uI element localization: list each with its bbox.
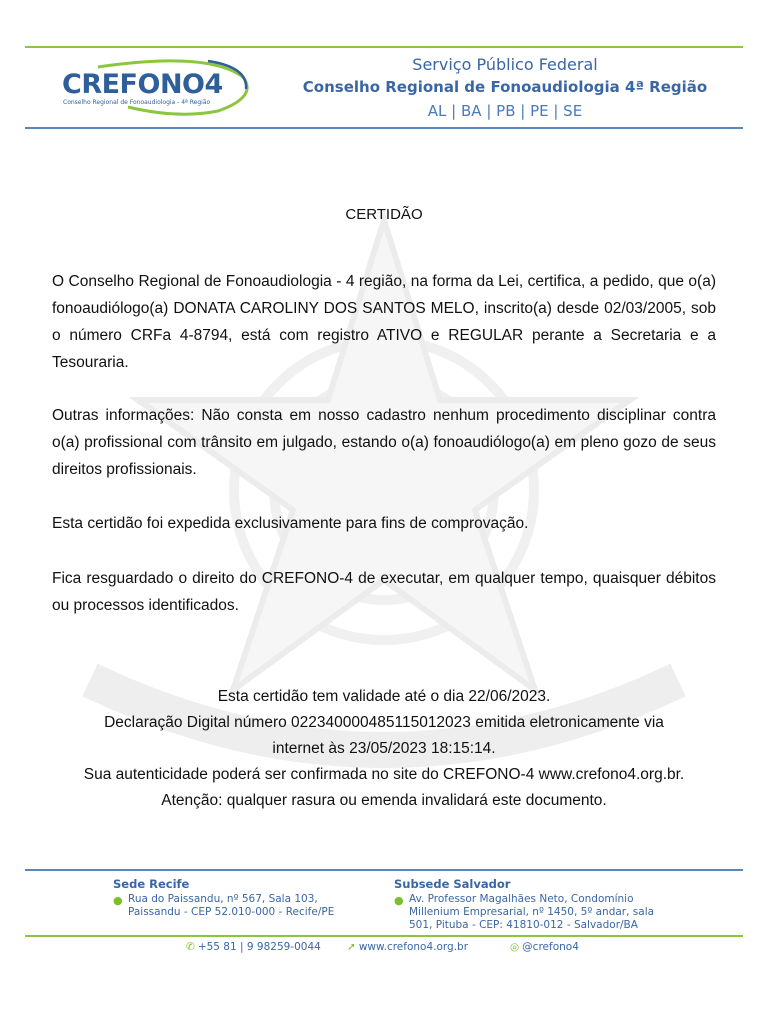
instagram-handle[interactable]: @crefono4	[522, 941, 579, 953]
digital-declaration-line: Declaração Digital número 022340000485115012023 emitida eletronicamente via	[104, 714, 664, 731]
sede-line2: Paissandu - CEP 52.010-000 - Recife/PE	[128, 906, 335, 918]
website-link[interactable]: www.crefono4.org.br	[358, 941, 469, 953]
issue-time-line: internet às 23/05/2023 18:15:14.	[272, 740, 496, 757]
location-pin-icon: ●	[113, 894, 123, 907]
header-council: Conselho Regional de Fonoaudiologia 4ª Região	[302, 78, 708, 96]
cursor-icon: ➚	[347, 941, 356, 953]
location-pin-icon: ●	[394, 894, 404, 907]
crefono-logo	[58, 55, 258, 117]
logo-wordmark: CREFONO4	[62, 69, 223, 100]
phone-contact	[186, 941, 321, 953]
website-contact[interactable]	[347, 941, 468, 953]
subsede-line1: Av. Professor Magalhães Neto, Condomínio	[409, 893, 634, 905]
logo-subtitle: Conselho Regional de Fonoaudiologia - 4ª Região	[63, 99, 211, 106]
instagram-icon: ◎	[510, 941, 520, 953]
validation-block	[0, 684, 768, 814]
instagram-contact[interactable]	[510, 941, 579, 953]
rights-paragraph: Fica resguardado o direito do CREFONO-4 de executar, em qualquer tempo, quaisquer débitos ou processos identificados.	[52, 570, 716, 614]
footer-top-rule	[25, 869, 743, 871]
sede-title: Sede Recife	[113, 877, 190, 891]
sede-line1: Rua do Paissandu, nº 567, Sala 103,	[128, 893, 318, 905]
header-states: AL | BA | PB | PE | SE	[427, 102, 583, 120]
header-service: Serviço Público Federal	[412, 55, 598, 74]
whatsapp-icon: ✆	[186, 941, 195, 953]
phone-number: +55 81 | 9 98259-0044	[197, 941, 321, 953]
authenticity-line: Sua autenticidade poderá ser confirmada no site do CREFONO-4 www.crefono4.org.br.	[83, 766, 685, 783]
subsede-address	[394, 878, 684, 932]
document-title: CERTIDÃO	[345, 206, 423, 223]
warning-line: Atenção: qualquer rasura ou emenda invalidará este documento.	[161, 792, 607, 809]
certification-paragraph: O Conselho Regional de Fonoaudiologia - 4 região, na forma da Lei, certifica, a pedido, que o(a) fonoaudiólogo(a) DONATA CAROLINY DOS SANTOS MELO, inscrito(a) desde 02/03/2005, sob o número CRFa 4-8794, está com registro ATIVO e REGULAR perante a Secretaria e a Tesouraria.	[52, 273, 716, 371]
purpose-paragraph: Esta certidão foi expedida exclusivamente para fins de comprovação.	[52, 515, 529, 532]
header-top-rule	[25, 46, 743, 48]
sede-address	[113, 878, 373, 919]
header-bottom-rule	[25, 127, 743, 129]
subsede-line3: 501, Pituba - CEP: 41810-012 - Salvador/BA	[409, 919, 638, 931]
footer-bottom-rule	[25, 935, 743, 937]
validity-line: Esta certidão tem validade até o dia 22/06/2023.	[217, 688, 551, 705]
other-info-paragraph: Outras informações: Não consta em nosso cadastro nenhum procedimento disciplinar contra o(a) profissional com trânsito em julgado, estando o(a) fonoaudiólogo(a) em pleno gozo de seus direitos profissionais.	[52, 407, 716, 478]
subsede-line2: Millenium Empresarial, nº 1450, 5º andar, sala	[409, 906, 655, 918]
subsede-title: Subsede Salvador	[394, 877, 511, 891]
